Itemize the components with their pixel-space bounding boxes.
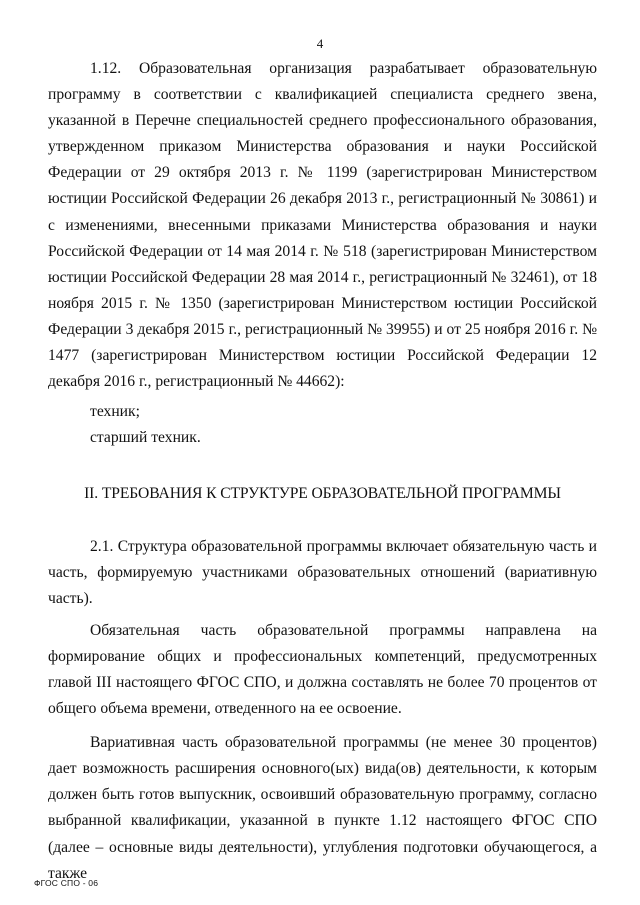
qualification-item-senior-technician: старший техник. [90,429,201,447]
section-heading: II. ТРЕБОВАНИЯ К СТРУКТУРЕ ОБРАЗОВАТЕЛЬНОЙ ПРОГРАММЫ [84,485,561,503]
footer-code: ФГОС СПО - 06 [34,878,99,888]
paragraph-2-1: 2.1. Структура образовательной программы включает обязательную часть и часть, формируемую участниками образовательных отношений (вариативную часть). [48,537,597,607]
paragraph-mandatory-part: Обязательная часть образовательной программы направлена на формирование общих и профессиональных компетенций, предусмотренных главой III настоящего ФГОС СПО, и должна составлять не более 70 процентов от общего объема времени, отведенного на ее освоение. [48,621,597,718]
qualification-list [48,399,597,451]
page-number: 4 [316,36,324,51]
page-content [48,56,597,887]
paragraph-variable-part: Вариативная часть образовательной программы (не менее 30 процентов) дает возможность расширения основного(ых) вида(ов) деятельности, к которым должен быть готов выпускник, освоивший образовательную программу, согласно выбранной квалификации, указанной в пункте 1.12 настоящего ФГОС СПО (далее – основные виды деятельности), углубления подготовки обучающегося, а также [48,734,597,882]
qualification-item-technician: техник; [90,403,140,421]
paragraph-1-12: 1.12. Образовательная организация разрабатывает образовательную программу в соответствии с квалификацией специалиста среднего звена, указанной в Перечне специальностей среднего профессионального образования, утвержденном приказом Министерства образования и науки Российской Федерации от 29 октября 2013 г. № 1199 (зарегистрирован Министерством юстиции Российской Федерации 26 декабря 2013 г., регистрационный № 30861) и с изменениями, внесенными приказами Министерства образования и науки Российской Федерации от 14 мая 2014 г. № 518 (зарегистрирован Министерством юстиции Российской Федерации 28 мая 2014 г., регистрационный № 32461), от 18 ноября 2015 г. № 1350 (зарегистрирован Министерством юстиции Российской Федерации 3 декабря 2015 г., регистрационный № 39955) и от 25 ноября 2016 г. № 1477 (зарегистрирован Министерством юстиции Российской Федерации 12 декабря 2016 г., регистрационный № 44662): [48,60,597,391]
